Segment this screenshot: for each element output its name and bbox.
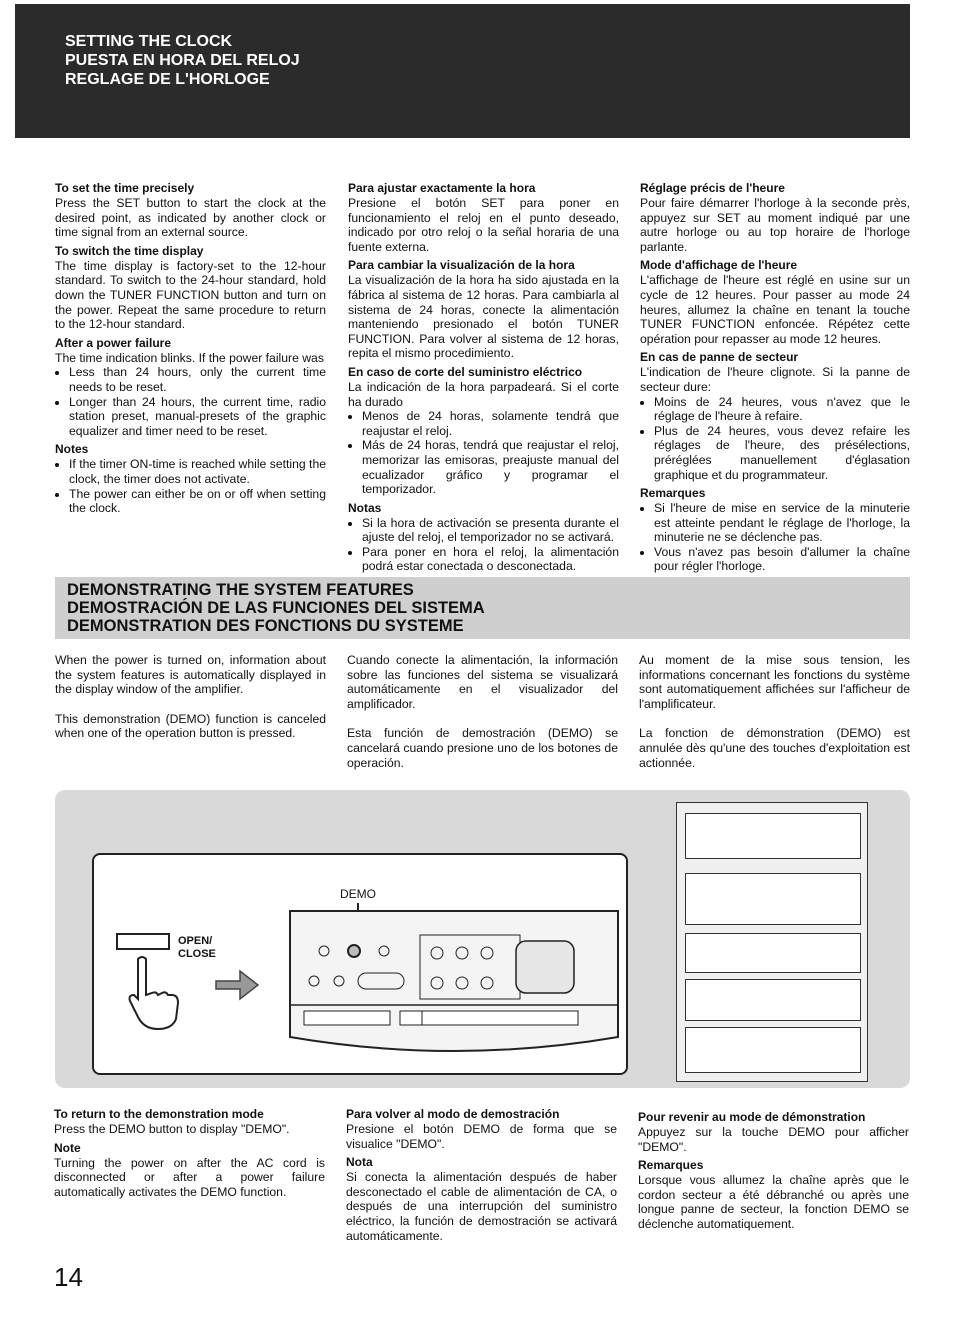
heading: Notas — [348, 500, 382, 515]
paragraph: Au moment de la mise sous tension, les informations concernant les fonctions du système sont automatiquement affichées sur l'afficheur de l'amplificateur. — [639, 653, 910, 711]
list-item: • Longer than 24 hours, the current time, radio station preset, manual-presets of the graphic equalizer and timer need to be reset. — [69, 395, 326, 439]
list-item: • Si la hora de activación se presenta durante el ajuste del reloj, el temporizador no se activará. — [362, 516, 619, 545]
paragraph: Cuando conecte la alimentación, la información sobre las funciones del sistema se visualizará automáticamente en el visualizador del amplificador. — [347, 653, 618, 711]
heading: To switch the time display — [55, 243, 204, 258]
list-item: • If the timer ON-time is reached while setting the clock, the timer does not activate. — [69, 457, 326, 486]
demo-label: DEMO — [340, 887, 376, 901]
heading: Nota — [346, 1155, 373, 1170]
paragraph: Esta función de demostración (DEMO) se cancelará cuando presione uno de los botones de operación. — [347, 726, 618, 770]
title-es: PUESTA EN HORA DEL RELOJ — [65, 52, 300, 69]
title-es: DEMOSTRACIÓN DE LAS FUNCIONES DEL SISTEMA — [67, 599, 485, 617]
demo-column-en — [55, 653, 326, 745]
amplifier-front-panel — [284, 905, 624, 1065]
open-close-button — [116, 933, 170, 950]
paragraph: The time indication blinks. If the power failure was — [55, 350, 324, 365]
illustration-panel — [55, 790, 910, 1088]
paragraph: L'indication de l'heure clignote. Si la panne de secteur dure: — [640, 365, 910, 394]
page-number: 14 — [54, 1262, 83, 1292]
paragraph: Turning the power on after the AC cord is disconnected or after a power failure automatically activates the DEMO function. — [54, 1155, 325, 1199]
paragraph: L'affichage de l'heure est réglé en usine sur un cycle de 12 heures. Pour passer au mode 24 heures, allumez la chaîne en tenant la touche TUNER FUNCTION enfoncée. Répétez cette opération pour repasser au mode 12 heures. — [640, 273, 910, 346]
paragraph: Pour faire démarrer l'horloge à la seconde près, appuyez sur SET au moment indiqué par une autre horloge ou au top horaire de l'horloge parlante. — [640, 196, 910, 254]
list-item: • The power can either be on or off when setting the clock. — [69, 487, 326, 516]
heading: En caso de corte del suministro eléctrico — [348, 364, 583, 379]
demo-column-es — [347, 653, 618, 774]
clock-column-es — [348, 181, 619, 578]
heading: Note — [54, 1140, 81, 1155]
heading: Pour revenir au mode de démonstration — [638, 1110, 866, 1124]
list-item: • Menos de 24 horas, solamente tendrá que reajustar el reloj. — [362, 409, 619, 438]
section-titles — [65, 32, 300, 89]
heading: Para volver al modo de demostración — [346, 1107, 560, 1121]
paragraph: The time display is factory-set to the 12-hour standard. To switch to the 24-hour standard, hold down the TUNER FUNCTION button and turn on the power. Repeat the same procedure to return to the 12-hour standard. — [55, 258, 326, 332]
bullet-list — [640, 395, 910, 483]
bullet-list — [348, 409, 619, 497]
title-en: SETTING THE CLOCK — [65, 33, 233, 50]
return-column-en — [54, 1107, 325, 1203]
heading: Réglage précis de l'heure — [640, 181, 785, 195]
stereo-system-stack — [676, 802, 868, 1082]
list-item: • Si l'heure de mise en service de la minuterie est atteinte pendant le réglage de l'horloge, la minuterie ne se déclenche pas. — [654, 501, 910, 545]
heading: Mode d'affichage de l'heure — [640, 258, 798, 273]
paragraph: This demonstration (DEMO) function is canceled when one of the operation button is pressed. — [55, 711, 326, 741]
heading: Remarques — [640, 486, 706, 501]
paragraph: Appuyez sur la touche DEMO pour afficher "DEMO". — [638, 1125, 909, 1154]
title-en: DEMONSTRATING THE SYSTEM FEATURES — [67, 581, 414, 599]
heading: To set the time precisely — [55, 181, 195, 195]
clock-column-fr — [640, 181, 910, 578]
return-column-fr — [638, 1110, 909, 1236]
paragraph: Presione el botón SET para poner en funcionamiento el reloj en el punto deseado, indicado por otro reloj o la señal horaria de una fuente externa. — [348, 196, 619, 254]
cd-player-unit — [685, 813, 861, 859]
paragraph: La visualización de la hora ha sido ajustada en la fábrica al sistema de 12 horas. Para cambiarla al sistema de 24 horas, conecte la alimentación manteniendo presionado el botón TUNER FUNCTION. Para volver al sistema de 12 horas, repita el mismo procedimiento. — [348, 273, 619, 361]
pointing-hand-icon — [124, 953, 184, 1033]
heading: Para cambiar la visualización de la hora — [348, 258, 575, 273]
list-item: • Moins de 24 heures, vous n'avez que le réglage de l'heure à refaire. — [654, 395, 910, 424]
list-item: • Para poner en hora el reloj, la alimentación podrá estar conectada o desconectada. — [362, 545, 619, 574]
equalizer-unit — [685, 933, 861, 973]
paragraph: La indicación de la hora parpadeará. Si el corte ha durado — [348, 379, 619, 409]
heading: En cas de panne de secteur — [640, 350, 799, 365]
tuner-unit — [685, 873, 861, 925]
notes-list — [640, 501, 910, 574]
heading: Para ajustar exactamente la hora — [348, 181, 536, 195]
paragraph: La fonction de démonstration (DEMO) est annulée dès qu'une des touches d'exploitation est actionnée. — [639, 726, 910, 770]
demo-column-fr — [639, 653, 910, 774]
return-column-es — [346, 1107, 617, 1247]
list-item: • Más de 24 horas, tendrá que reajustar el reloj, memorizar las emisoras, preajuste manual del ecualizador gráfico y programar el temporizador. — [362, 438, 619, 496]
heading: Notes — [55, 442, 89, 457]
list-item: • Less than 24 hours, only the current time needs to be reset. — [69, 365, 326, 394]
list-item: • Vous n'avez pas besoin d'allumer la chaîne pour régler l'horloge. — [654, 545, 910, 574]
notes-list — [348, 516, 619, 574]
paragraph: Presione el botón DEMO de forma que se visualice "DEMO". — [346, 1122, 617, 1151]
section-header-clock — [15, 4, 910, 138]
notes-list — [55, 457, 326, 515]
paragraph: Lorsque vous allumez la chaîne après que le cordon secteur a été débranché ou après une longue panne de secteur, la fonction DEMO se déclenche automatiquement. — [638, 1173, 909, 1231]
clock-column-en — [55, 181, 326, 520]
title-fr: DEMONSTRATION DES FONCTIONS DU SYSTEME — [67, 617, 464, 635]
cassette-deck-unit — [685, 1027, 861, 1073]
amplifier-unit — [685, 979, 861, 1021]
heading: After a power failure — [55, 335, 172, 350]
list-item: • Plus de 24 heures, vous devez refaire les réglages de l'heure, des présélections, préréglées manuellement d'églasation graphique et du programmateur. — [654, 424, 910, 482]
paragraph: When the power is turned on, information about the system features is automatically displayed in the display window of the amplifier. — [55, 653, 326, 697]
arrow-right-icon — [214, 965, 262, 1005]
control-panel-closeup — [92, 853, 628, 1075]
paragraph: Si conecta la alimentación después de haber desconectado el cable de alimentación de CA, o después de una interrupción del suministro eléctrico, la función de demostración se activará automáticamente. — [346, 1170, 617, 1243]
title-fr: REGLAGE DE L'HORLOGE — [65, 71, 270, 88]
heading: To return to the demonstration mode — [54, 1107, 264, 1121]
paragraph: Press the DEMO button to display "DEMO". — [54, 1122, 290, 1136]
section-titles — [67, 581, 485, 635]
bullet-list — [55, 365, 326, 438]
paragraph: Press the SET button to start the clock at the desired point, as indicated by another clock or time signal from an external source. — [55, 196, 326, 240]
open-close-label: OPEN/ CLOSE — [178, 935, 216, 960]
heading: Remarques — [638, 1158, 704, 1173]
section-header-demo — [55, 577, 910, 639]
